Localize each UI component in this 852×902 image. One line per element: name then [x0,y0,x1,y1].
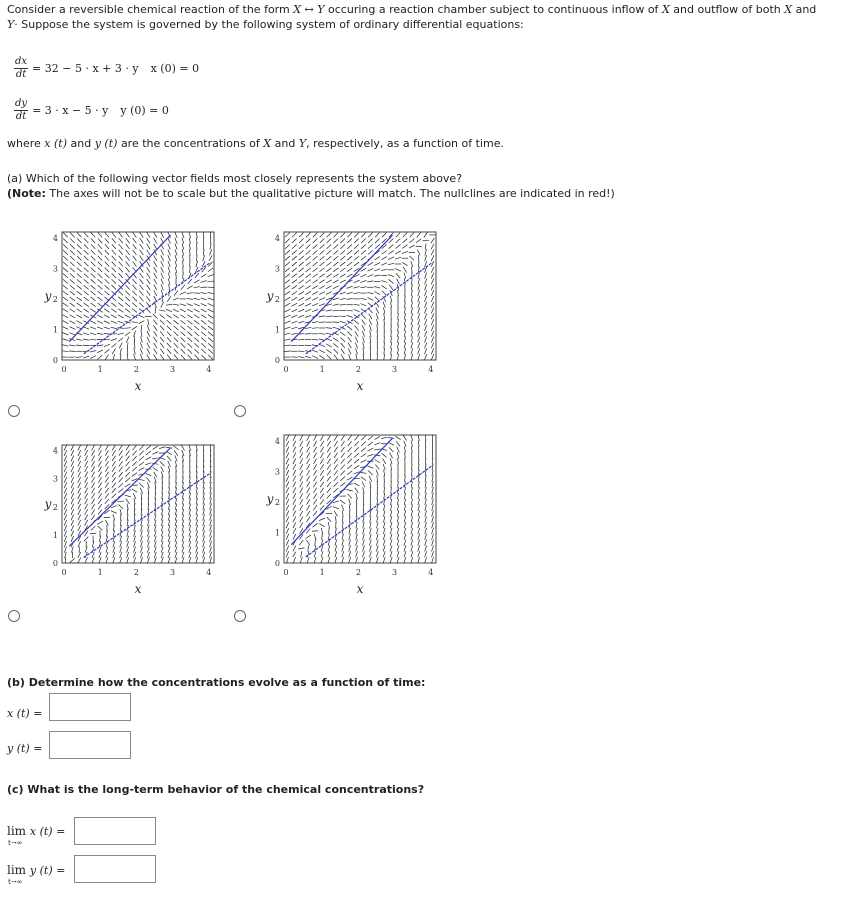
x-tick-label: 2 [355,365,361,374]
x-axis-label: x [356,379,364,393]
lim-y-label: y (t) = [29,864,66,877]
where-text-5: , respectively, as a function of time. [306,137,504,150]
part-c-question-text: (c) What is the long-term behavior of the chemical concentrations? [7,783,425,796]
y-tick-label: 1 [52,530,58,540]
x-tick-label: 1 [319,365,325,374]
lim-y-operator: lim [7,863,27,877]
note-label: (Note: [7,187,46,200]
var-x-inline-2: X [784,3,793,16]
option-4-radio[interactable] [234,610,246,622]
where-text-3: are the concentrations of [120,137,260,150]
option-2-radio[interactable] [234,405,246,417]
where-line [7,137,504,151]
lim-x-operator: lim [7,824,27,838]
lim-y [7,863,65,886]
y-tick-label: 1 [274,325,280,335]
lim-y-answer-input[interactable] [74,855,156,883]
lim-y-subscript: t→∞ [8,878,23,886]
eq2-initial-condition: y (0) = 0 [120,104,169,117]
intro-line-2 [7,18,524,32]
intro-text-d: and [795,3,817,16]
y-tick-label: 2 [274,498,280,508]
y-axis-label: y [44,497,52,511]
where-xt: x (t) [44,137,68,150]
eq1-den: dt [15,69,27,80]
x-tick-label: 0 [283,568,289,577]
vector-field-option-3 [30,439,220,609]
where-text-1: where [7,137,41,150]
y-tick-label: 3 [52,264,58,274]
vector-field-plot-3 [30,439,220,609]
x-tick-label: 0 [61,365,67,374]
y-tick-label: 0 [274,356,280,365]
part-a-question: (a) Which of the following vector fields most closely represents the system above? [7,172,463,185]
y-tick-label: 0 [274,559,280,568]
y-tick-label: 3 [274,264,280,274]
eq1-num: dx [15,56,28,67]
x-tick-label: 3 [392,365,398,374]
x-tick-label: 1 [97,568,103,577]
where-yt: y (t) [94,137,118,150]
y-tick-label: 2 [274,295,280,305]
lim-x-subscript: t→∞ [8,839,23,847]
x-tick-label: 0 [283,365,289,374]
y-tick-label: 4 [52,446,58,456]
eq1-derivative [14,56,28,81]
where-text-2: and [70,137,92,150]
x-t-label: x (t) = [7,707,43,720]
y-tick-label: 3 [52,474,58,484]
x-tick-label: 4 [206,568,212,577]
y-tick-label: 0 [52,559,58,568]
x-axis-label: x [356,582,364,596]
x-tick-label: 3 [392,568,398,577]
equation-1 [14,56,199,81]
x-tick-label: 2 [355,568,361,577]
y-t-answer-input[interactable] [49,731,131,759]
x-tick-label: 0 [61,568,67,577]
y-tick-label: 4 [274,234,280,244]
option-1-radio[interactable] [8,405,20,417]
plot-frame [284,435,436,563]
x-tick-label: 3 [170,365,176,374]
x-axis-label: x [134,582,142,596]
eq2-rhs: = 3 · x − 5 · y [32,104,109,117]
y-t-label: y (t) = [7,742,43,755]
y-axis-label: y [44,289,52,303]
intro-text-2: · Suppose the system is governed by the following system of ordinary differential equations: [14,18,524,31]
part-a-note [7,187,615,201]
x-tick-label: 4 [206,365,212,374]
y-axis-label: y [266,492,274,506]
equation-2 [14,98,169,123]
intro-line-1 [7,3,816,17]
y-tick-label: 1 [52,325,58,335]
x-tick-label: 4 [428,365,434,374]
part-b-question [7,676,425,690]
var-y-inline: Y [7,18,15,31]
where-x: X [263,137,272,150]
y-tick-label: 1 [274,528,280,538]
vector-field-option-2 [252,226,442,406]
part-c-question [7,783,424,797]
x-tick-label: 2 [133,568,139,577]
x-tick-label: 2 [133,365,139,374]
y-tick-label: 4 [52,234,58,244]
y-tick-label: 2 [52,502,58,512]
vector-field-plot-1 [30,226,220,406]
x-axis-label: x [134,379,142,393]
option-3-radio[interactable] [8,610,20,622]
note-text: The axes will not be to scale but the qualitative picture will match. The nullclines are indicated in red!) [49,187,615,200]
plot-frame [284,232,436,360]
lim-x-label: x (t) = [29,825,66,838]
eq1-rhs: = 32 − 5 · x + 3 · y [32,62,139,75]
vector-field-plot-2 [252,226,442,406]
x-tick-label: 1 [319,568,325,577]
where-y: Y [298,137,307,150]
vector-field-option-1 [30,226,220,406]
x-tick-label: 1 [97,365,103,374]
var-x-inline: X [661,3,670,16]
lim-x [7,824,65,847]
y-axis-label: y [266,289,274,303]
x-t-answer-input[interactable] [49,693,131,721]
x-tick-label: 3 [170,568,176,577]
intro-text-a: Consider a reversible chemical reaction of the form [7,3,290,16]
vector-field-option-4 [252,429,442,609]
lim-x-answer-input[interactable] [74,817,156,845]
y-tick-label: 2 [52,295,58,305]
x-tick-label: 4 [428,568,434,577]
eq2-den: dt [15,111,27,122]
vector-field-plot-4 [252,429,442,609]
part-b-question-text: (b) Determine how the concentrations evolve as a function of time: [7,676,426,689]
intro-text-b: occuring a reaction chamber subject to continuous inflow of [328,3,659,16]
eq2-num: dy [15,98,28,109]
y-tick-label: 3 [274,467,280,477]
where-text-4: and [274,137,296,150]
eq1-initial-condition: x (0) = 0 [150,62,200,75]
intro-text-c: and outflow of both [673,3,781,16]
y-tick-label: 4 [274,437,280,447]
y-tick-label: 0 [52,356,58,365]
reaction-formula: X ↔ Y [293,3,325,16]
eq2-derivative [14,98,28,123]
